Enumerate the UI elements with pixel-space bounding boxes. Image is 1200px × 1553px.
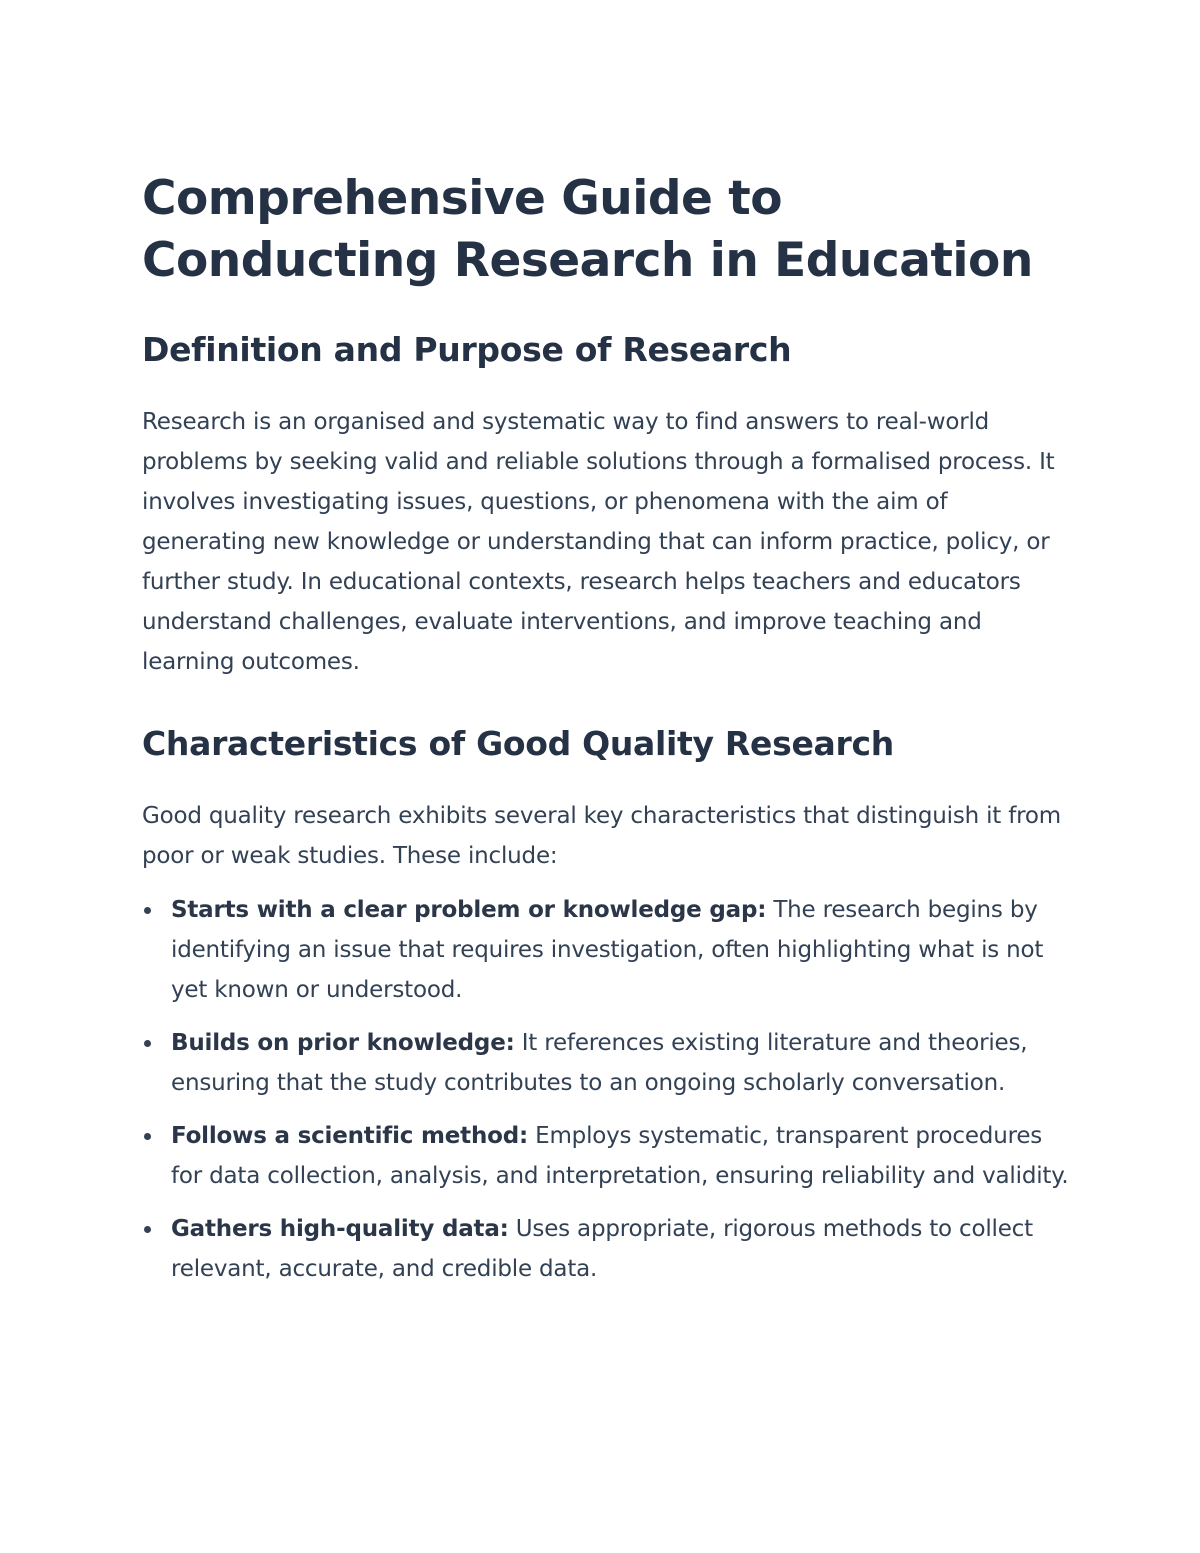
bullet-icon (144, 1133, 151, 1140)
bullet-icon (144, 1040, 151, 1047)
document-page (142, 168, 1072, 1302)
document-title: Comprehensive Guide to Conducting Research in Education (142, 171, 1033, 288)
list-item (142, 1116, 1072, 1196)
section-paragraph-definition: Research is an organised and systematic way to find answers to real-world problems by seeking valid and reliable solutions through a formalised process. It involves investigating issues, questions, or phenomena with the aim of generating new knowledge or understanding that can inform practice, policy, or further study. In educational contexts, research helps teachers and educators understand challenges, evaluate interventions, and improve teaching and learning outcomes. (142, 409, 1055, 675)
section-paragraph-characteristics: Good quality research exhibits several key characteristics that distinguish it from poor or weak studies. These include: (142, 803, 1061, 869)
list-item (142, 1209, 1072, 1289)
list-item-term: Builds on prior knowledge: (171, 1030, 515, 1056)
list-item-term: Starts with a clear problem or knowledge gap: (171, 897, 767, 923)
list-item-text: Uses appropriate, rigorous methods to collect relevant, accurate, and credible data. (171, 1216, 1033, 1282)
list-item-term: Follows a scientific method: (171, 1123, 529, 1149)
list-item-text: It references existing literature and theories, ensuring that the study contributes to an ongoing scholarly conversation. (171, 1030, 1028, 1096)
bullet-icon (144, 907, 151, 914)
list-item-term: Gathers high-quality data: (171, 1216, 509, 1242)
list-item (142, 1023, 1072, 1103)
section-heading-definition: Definition and Purpose of Research (142, 330, 792, 369)
list-item (142, 890, 1072, 1010)
section-heading-characteristics: Characteristics of Good Quality Research (142, 724, 894, 763)
bullet-icon (144, 1226, 151, 1233)
list-item-text: Employs systematic, transparent procedures for data collection, analysis, and interpretation, ensuring reliability and validity. (171, 1123, 1069, 1189)
characteristics-list (142, 890, 1072, 1289)
list-item-text: The research begins by identifying an issue that requires investigation, often highlighting what is not yet known or understood. (171, 897, 1044, 1003)
